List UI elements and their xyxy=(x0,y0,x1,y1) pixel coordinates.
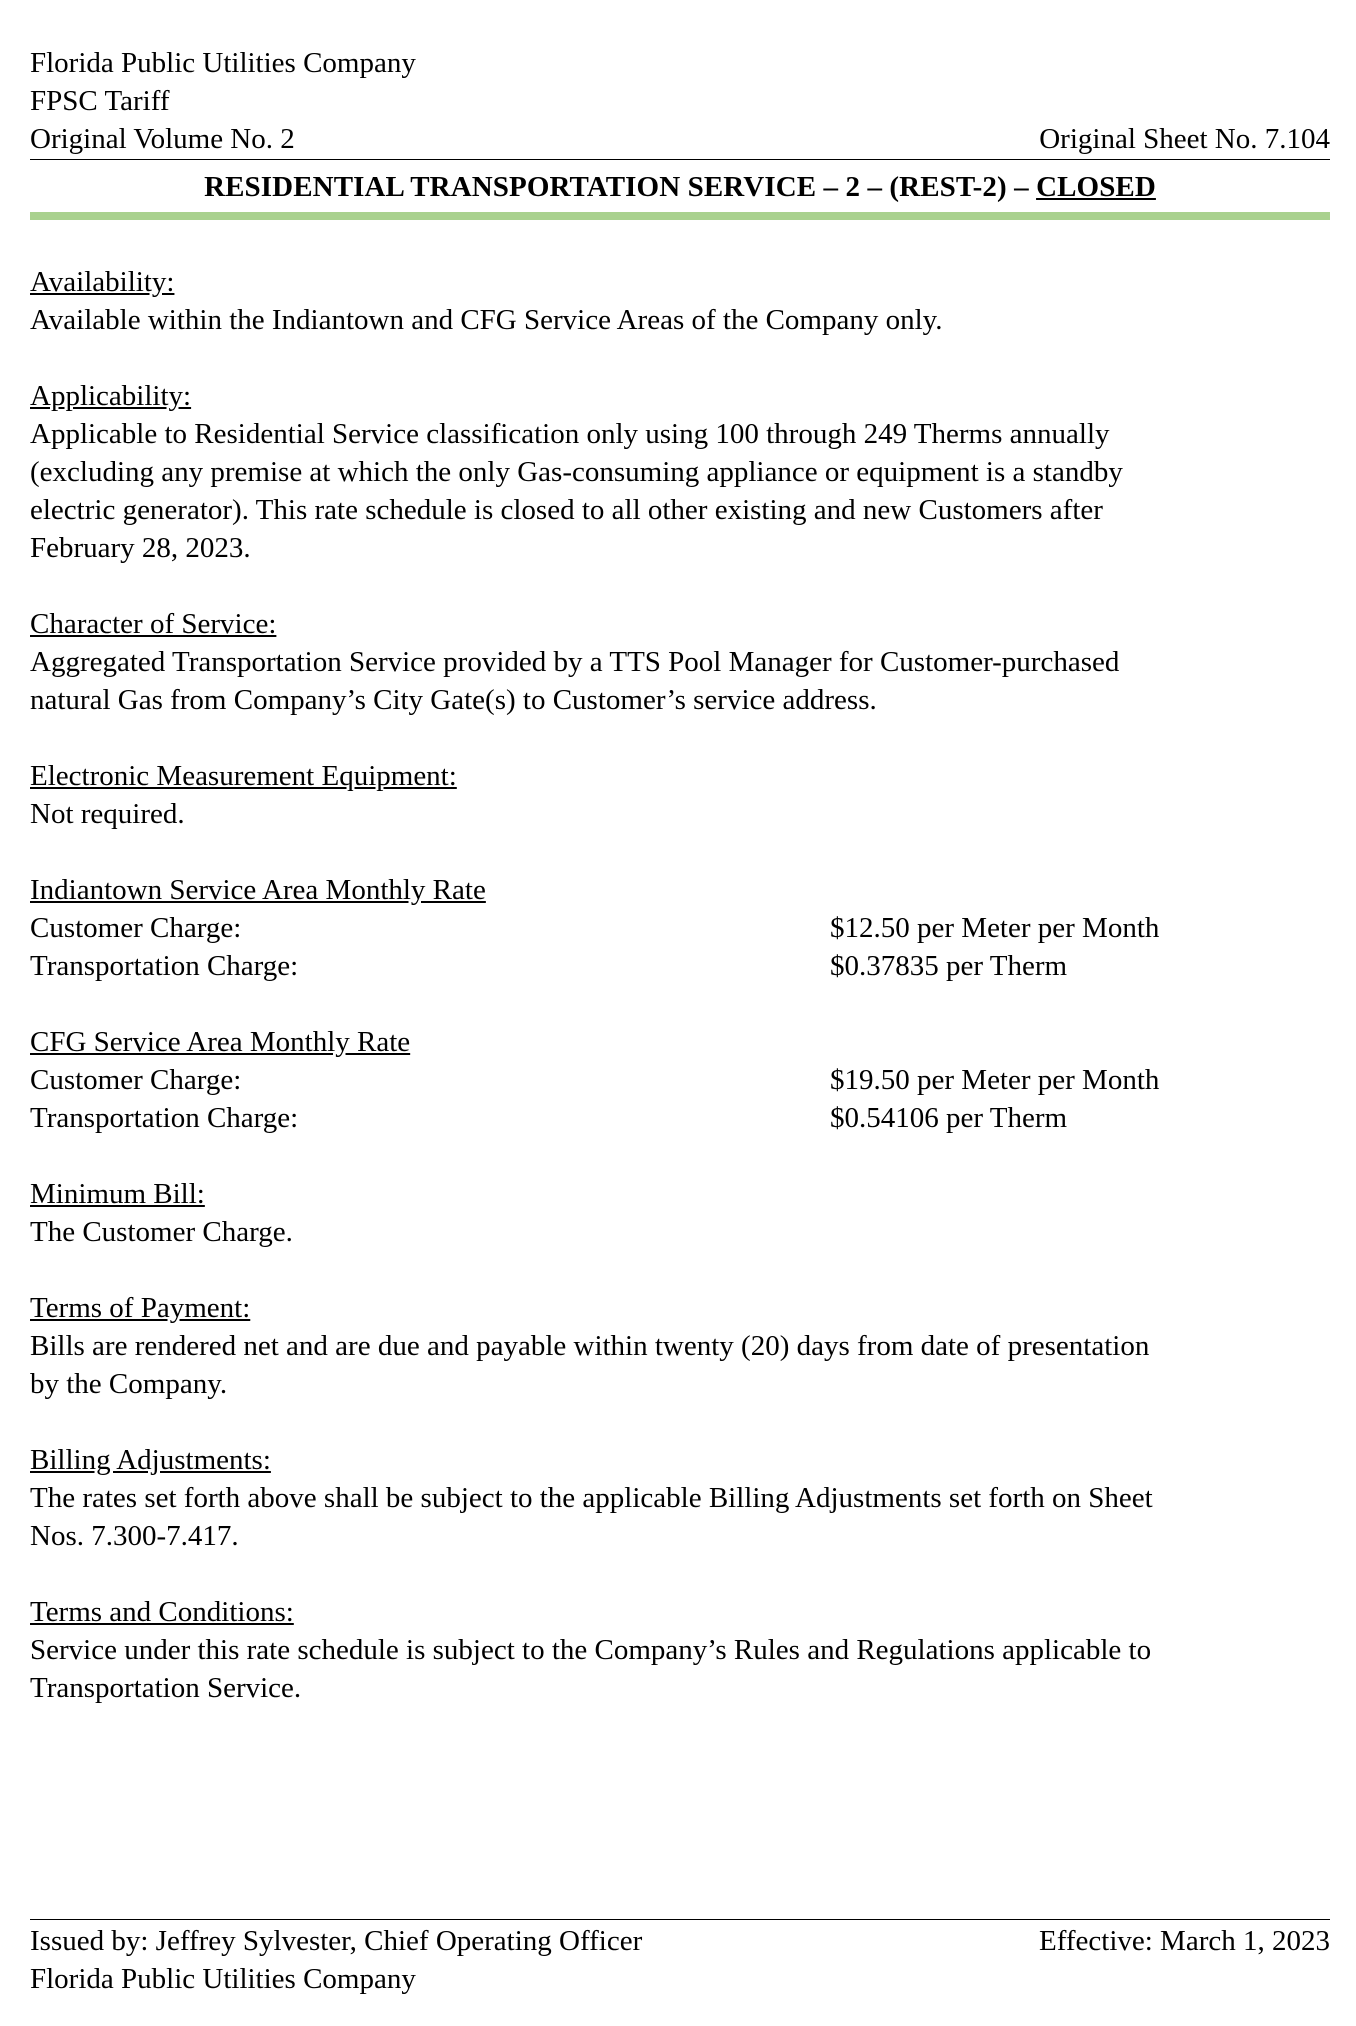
minimum-bill-section xyxy=(30,1175,1330,1251)
applicability-heading: Applicability: xyxy=(30,380,192,412)
tariff-page xyxy=(30,0,1330,2026)
billing-line: The rates set forth above shall be subject to the applicable Billing Adjustments set forth on Sheet xyxy=(30,1482,1153,1514)
billing-line: Nos. 7.300-7.417. xyxy=(30,1520,239,1552)
payment-heading: Terms of Payment: xyxy=(30,1292,251,1324)
conditions-line: Transportation Service. xyxy=(30,1672,302,1704)
title-accent-rule xyxy=(30,212,1330,220)
measurement-section xyxy=(30,757,1330,833)
cfg-customer-row xyxy=(30,1061,1330,1099)
customer-charge-label: Customer Charge: xyxy=(30,912,242,944)
applicability-line: February 28, 2023. xyxy=(30,532,251,564)
cfg-rate-section xyxy=(30,1023,1330,1137)
customer-charge-label: Customer Charge: xyxy=(30,1064,242,1096)
availability-section xyxy=(30,263,1330,339)
payment-line: by the Company. xyxy=(30,1368,228,1400)
conditions-line: Service under this rate schedule is subject to the Company’s Rules and Regulations applicable to xyxy=(30,1634,1152,1666)
character-line: natural Gas from Company’s City Gate(s) to Customer’s service address. xyxy=(30,684,877,716)
billing-section xyxy=(30,1441,1330,1555)
transportation-charge-value: $0.37835 per Therm xyxy=(830,950,1068,982)
page-footer xyxy=(30,1919,1330,1998)
payment-section xyxy=(30,1289,1330,1403)
applicability-line: electric generator). This rate schedule is closed to all other existing and new Customers after xyxy=(30,494,1103,526)
minimum-bill-text: The Customer Charge. xyxy=(30,1216,293,1248)
indiantown-transport-row xyxy=(30,947,1330,985)
measurement-heading: Electronic Measurement Equipment: xyxy=(30,760,457,792)
customer-charge-value: $12.50 per Meter per Month xyxy=(830,912,1160,944)
footer-row xyxy=(30,1922,1330,1960)
customer-charge-value: $19.50 per Meter per Month xyxy=(830,1064,1160,1096)
issued-by: Issued by: Jeffrey Sylvester, Chief Operating Officer xyxy=(30,1925,643,1957)
volume-sheet-row xyxy=(30,120,1330,158)
indiantown-rate-section xyxy=(30,871,1330,985)
document-body xyxy=(30,263,1330,1745)
character-line: Aggregated Transportation Service provided by a TTS Pool Manager for Customer-purchased xyxy=(30,646,1120,678)
tariff-label: FPSC Tariff xyxy=(30,85,170,117)
applicability-line: (excluding any premise at which the only Gas-consuming appliance or equipment is a standby xyxy=(30,456,1123,488)
character-section xyxy=(30,605,1330,719)
document-title xyxy=(30,168,1330,206)
availability-heading: Availability: xyxy=(30,266,175,298)
effective-date: Effective: March 1, 2023 xyxy=(1039,1925,1330,1957)
volume-label: Original Volume No. 2 xyxy=(30,123,295,155)
company-name: Florida Public Utilities Company xyxy=(30,47,416,79)
transportation-charge-label: Transportation Charge: xyxy=(30,950,299,982)
cfg-heading: CFG Service Area Monthly Rate xyxy=(30,1026,411,1058)
availability-text: Available within the Indiantown and CFG Service Areas of the Company only. xyxy=(30,304,943,336)
sheet-number: Original Sheet No. 7.104 xyxy=(1039,123,1330,155)
applicability-section xyxy=(30,377,1330,567)
title-closed: CLOSED xyxy=(1036,171,1156,203)
header-divider xyxy=(30,159,1330,160)
title-main: RESIDENTIAL TRANSPORTATION SERVICE – 2 – (REST-2) – xyxy=(204,171,1037,203)
page-header xyxy=(30,44,1330,220)
conditions-section xyxy=(30,1593,1330,1707)
character-heading: Character of Service: xyxy=(30,608,277,640)
transportation-charge-value: $0.54106 per Therm xyxy=(830,1102,1068,1134)
minimum-bill-heading: Minimum Bill: xyxy=(30,1178,205,1210)
conditions-heading: Terms and Conditions: xyxy=(30,1596,294,1628)
transportation-charge-label: Transportation Charge: xyxy=(30,1102,299,1134)
footer-divider xyxy=(30,1919,1330,1920)
measurement-text: Not required. xyxy=(30,798,185,830)
footer-company: Florida Public Utilities Company xyxy=(30,1963,416,1995)
indiantown-heading: Indiantown Service Area Monthly Rate xyxy=(30,874,486,906)
applicability-line: Applicable to Residential Service classification only using 100 through 249 Therms annually xyxy=(30,418,1110,450)
payment-line: Bills are rendered net and are due and payable within twenty (20) days from date of presentation xyxy=(30,1330,1150,1362)
cfg-transport-row xyxy=(30,1099,1330,1137)
billing-heading: Billing Adjustments: xyxy=(30,1444,271,1476)
indiantown-customer-row xyxy=(30,909,1330,947)
